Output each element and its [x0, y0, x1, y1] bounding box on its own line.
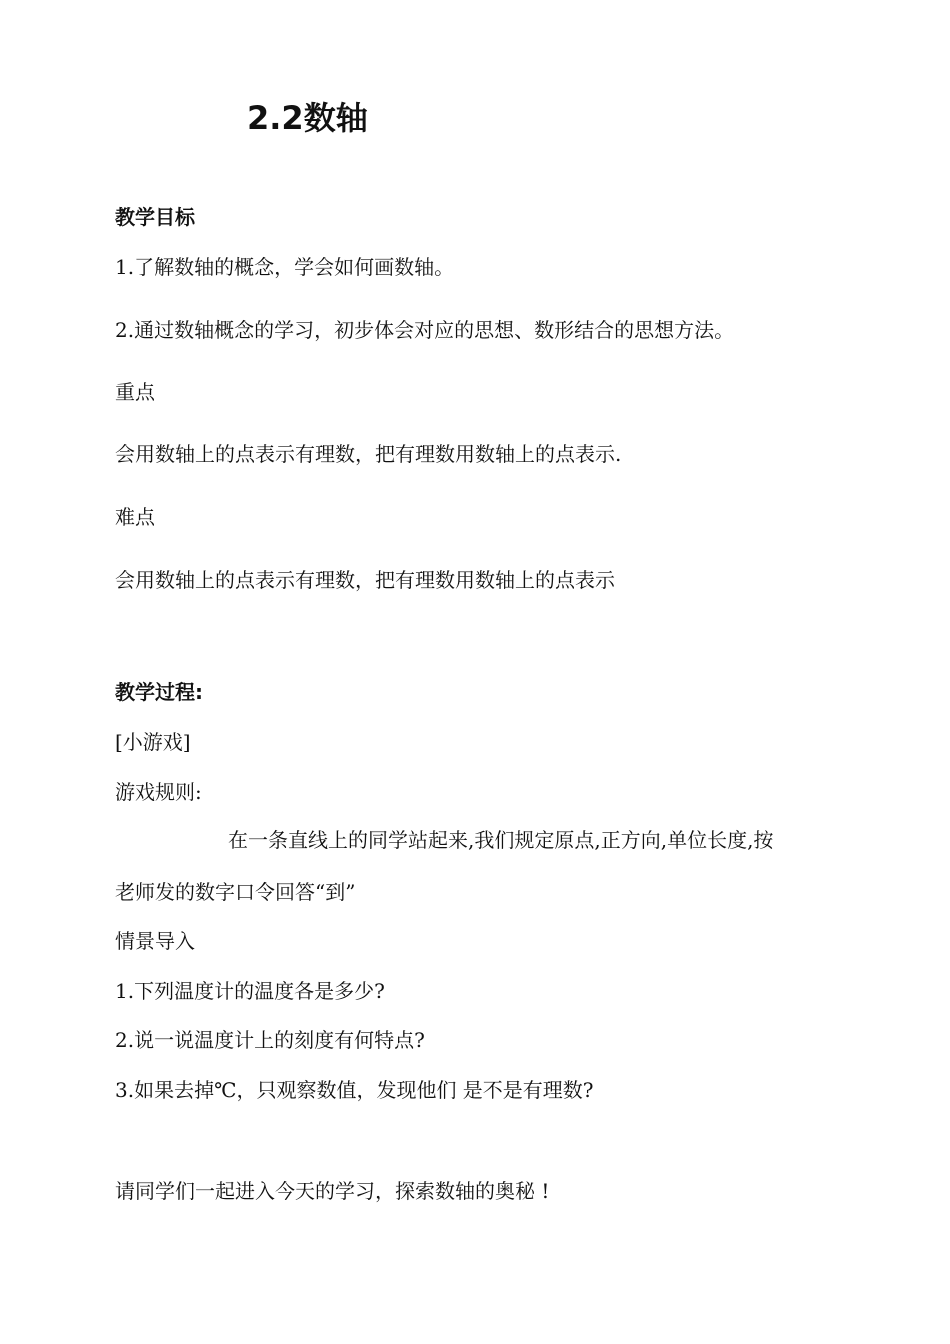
rules-label: 游戏规则: [115, 780, 202, 804]
key-point-heading: 重点 [115, 380, 155, 404]
objectives-heading: 教学目标 [115, 205, 195, 229]
objective-item-1: 1.了解数轴的概念，学会如何画数轴。 [115, 255, 455, 279]
question-1: 1.下列温度计的温度各是多少? [115, 979, 385, 1003]
question-3: 3.如果去掉℃，只观察数值，发现他们 是不是有理数? [115, 1078, 594, 1102]
intro-label: 情景导入 [115, 929, 195, 953]
closing-text: 请同学们一起进入今天的学习，探索数轴的奥秘 ! [115, 1179, 550, 1203]
rules-text-line-1: 在一条直线上的同学站起来,我们规定原点,正方向,单位长度,按 [228, 828, 774, 852]
game-label: [小游戏] [115, 730, 191, 754]
difficulty-heading: 难点 [115, 505, 155, 529]
page-title: 2.2数轴 [247, 99, 368, 137]
process-heading: 教学过程: [115, 680, 203, 704]
question-2: 2.说一说温度计上的刻度有何特点? [115, 1028, 425, 1052]
difficulty-text: 会用数轴上的点表示有理数，把有理数用数轴上的点表示 [115, 568, 615, 592]
key-point-text: 会用数轴上的点表示有理数，把有理数用数轴上的点表示. [115, 442, 622, 466]
rules-text-line-2: 老师发的数字口令回答“到” [115, 880, 356, 904]
objective-item-2: 2.通过数轴概念的学习，初步体会对应的思想、数形结合的思想方法。 [115, 318, 735, 342]
